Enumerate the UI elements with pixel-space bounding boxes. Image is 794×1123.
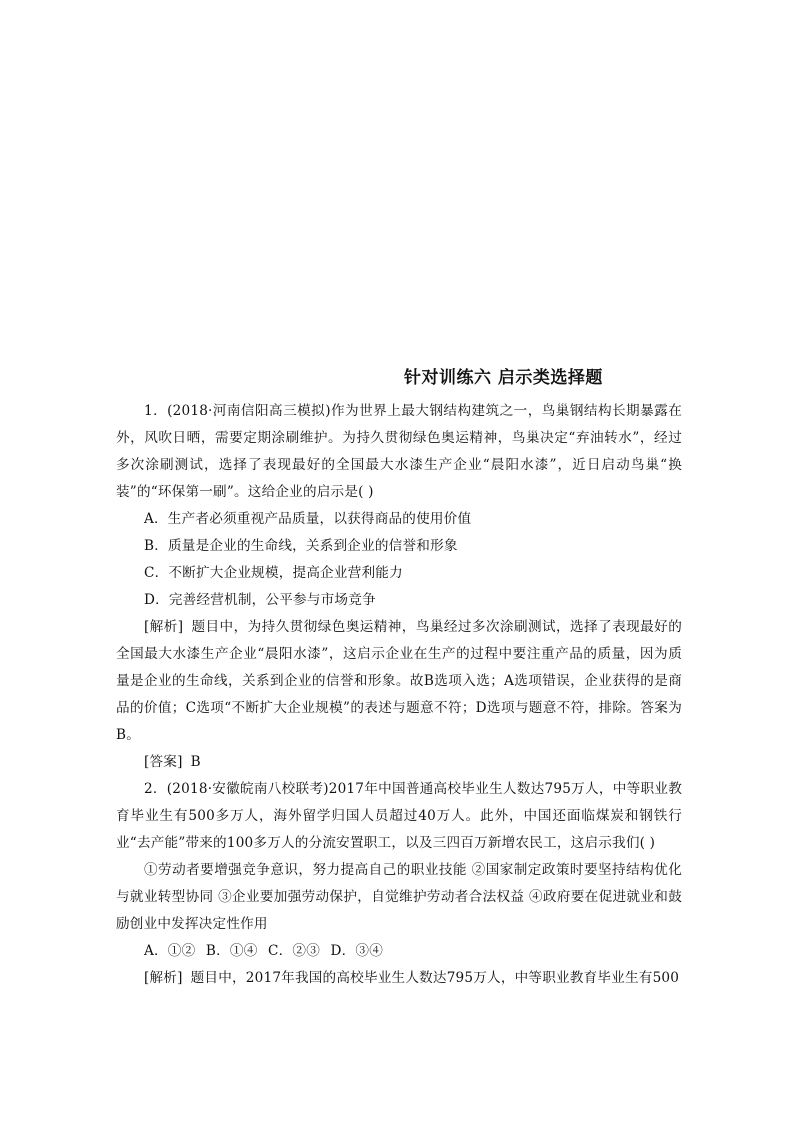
question-1-answer [116, 749, 682, 776]
question-1-analysis [116, 614, 682, 749]
analysis-text: 题目中，2017年我国的高校毕业生人数达795万人，中等职业教育毕业生有500 [190, 970, 680, 986]
question-1-stem: 1．(2018·河南信阳高三模拟)作为世界上最大钢结构建筑之一，鸟巢钢结构长期暴露在外，风吹日晒，需要定期涂刷维护。为持久贯彻绿色奥运精神，鸟巢决定“弃油转水”，经过多次涂刷测试，选择了表现最好的全国最大水漆生产企业“晨阳水漆”，近日启动鸟巢“换装”的“环保第一刷”。这给企业的启示是( ) [116, 403, 682, 500]
question-2-statements: ①劳动者要增强竞争意识，努力提高自己的职业技能 ②国家制定政策时要坚持结构优化与就业转型协同 ③企业要加强劳动保护，自觉维护劳动者合法权益 ④政府要在促进就业和鼓励创业中发挥决定性作用 [116, 862, 682, 932]
question-1-option-c: C．不断扩大企业规模，提高企业营利能力 [144, 565, 403, 581]
analysis-text: 题目中，为持久贯彻绿色奥运精神，鸟巢经过多次涂刷测试，选择了表现最好的全国最大水漆生产企业“晨阳水漆”，这启示企业在生产的过程中要注重产品的质量，因为质量是企业的生命线，关系到企业的信誉和形象。故B选项入选；A选项错误，企业获得的是商品的价值；C选项“不断扩大企业规模”的表述与题意不符；D选项与题意不符，排除。答案为B。 [116, 619, 682, 743]
question-1-option-d: D．完善经营机制，公平参与市场竞争 [144, 592, 376, 608]
answer-tag: [答案] [144, 754, 183, 770]
page-title: 针对训练六 启示类选择题 [404, 368, 603, 388]
analysis-tag: [解析] [144, 970, 183, 986]
question-1-option-b: B．质量是企业的生命线，关系到企业的信誉和形象 [144, 538, 458, 554]
analysis-tag: [解析] [144, 619, 184, 635]
question-1-option-a: A．生产者必须重视产品质量，以获得商品的使用价值 [144, 511, 472, 527]
document-body [116, 398, 682, 992]
question-2-stem: 2．(2018·安徽皖南八校联考)2017年中国普通高校毕业生人数达795万人，中等职业教育毕业生有500多万人，海外留学归国人员超过40万人。此外，中国还面临煤炭和钢铁行业“去产能”带来的100多万人的分流安置职工，以及三四百万新增农民工，这启示我们( ) [116, 781, 682, 851]
answer-text: B [190, 754, 201, 770]
question-2-analysis [116, 965, 682, 992]
question-2-options: A．①② B．①④ C．②③ D．③④ [144, 943, 383, 959]
